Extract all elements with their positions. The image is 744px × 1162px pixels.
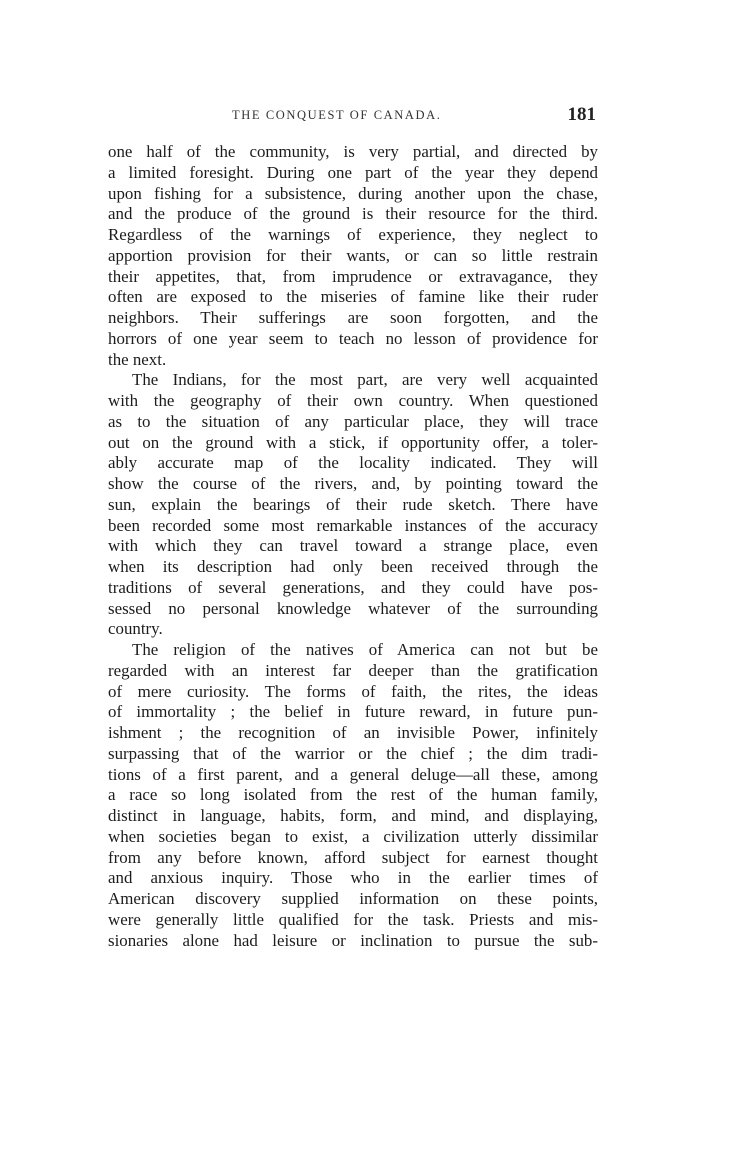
text-line: upon fishing for a subsistence, during another upon the chase, [108,183,598,203]
text-line: horrors of one year seem to teach no lesson of providence for [108,328,598,348]
text-line: a race so long isolated from the rest of the human family, [108,785,598,805]
text-line: American discovery supplied information on these points, [108,889,598,908]
text-line: a limited foresight. During one part of the year they depend [108,162,598,182]
text-line: apportion provision for their wants, or can so little restrain [108,245,598,265]
text-line: of mere curiosity. The forms of faith, the rites, the ideas [108,681,598,701]
text-line: The religion of the natives of America can not but be [132,640,598,659]
text-line: sun, explain the bearings of their rude sketch. There have [108,494,598,514]
text-line: sessed no personal knowledge whatever of the surrounding [108,598,598,618]
running-title: THE CONQUEST OF CANADA. [232,108,442,122]
text-line: distinct in language, habits, form, and mind, and displaying, [108,806,598,825]
text-line: out on the ground with a stick, if opportunity offer, a toler- [108,432,598,452]
text-line: The Indians, for the most part, are very well acquainted [132,370,598,390]
text-line: the next. [108,349,167,369]
text-line: were generally little qualified for the task. Priests and mis- [108,909,598,929]
text-line: neighbors. Their sufferings are soon forgotten, and the [108,308,598,327]
text-line: surpassing that of the warrior or the chief ; the dim tradi- [108,743,598,763]
text-line: sionaries alone had leisure or inclination to pursue the sub- [108,930,598,950]
text-line: been recorded some most remarkable instances of the accuracy [108,515,598,535]
body-text [108,142,598,951]
text-line: ably accurate map of the locality indicated. They will [108,453,598,473]
text-line: with the geography of their own country. When questioned [108,391,598,410]
text-line: and anxious inquiry. Those who in the earlier times of [108,868,598,888]
page-number: 181 [567,104,596,125]
text-line: of immortality ; the belief in future reward, in future pun- [108,702,598,722]
text-line: Regardless of the warnings of experience, they neglect to [108,225,598,244]
text-line: show the course of the rivers, and, by pointing toward the [108,474,598,493]
running-head [108,104,598,134]
text-line: ishment ; the recognition of an invisible Power, infinitely [108,723,598,742]
text-line: with which they can travel toward a strange place, even [108,536,598,556]
text-line: and the produce of the ground is their resource for the third. [108,204,598,224]
text-line: often are exposed to the miseries of famine like their ruder [108,287,598,307]
text-line: traditions of several generations, and they could have pos- [108,577,598,597]
text-line: tions of a first parent, and a general deluge—all these, among [108,764,598,784]
text-line: as to the situation of any particular place, they will trace [108,411,598,431]
text-line: one half of the community, is very partial, and directed by [108,142,598,161]
text-line: when its description had only been received through the [108,557,598,576]
text-line: their appetites, that, from imprudence or extravagance, they [108,266,598,286]
text-line: from any before known, afford subject for earnest thought [108,847,598,867]
text-line: when societies began to exist, a civilization utterly dissimilar [108,826,598,846]
text-line: country. [108,619,163,639]
text-line: regarded with an interest far deeper than the gratification [108,660,598,680]
